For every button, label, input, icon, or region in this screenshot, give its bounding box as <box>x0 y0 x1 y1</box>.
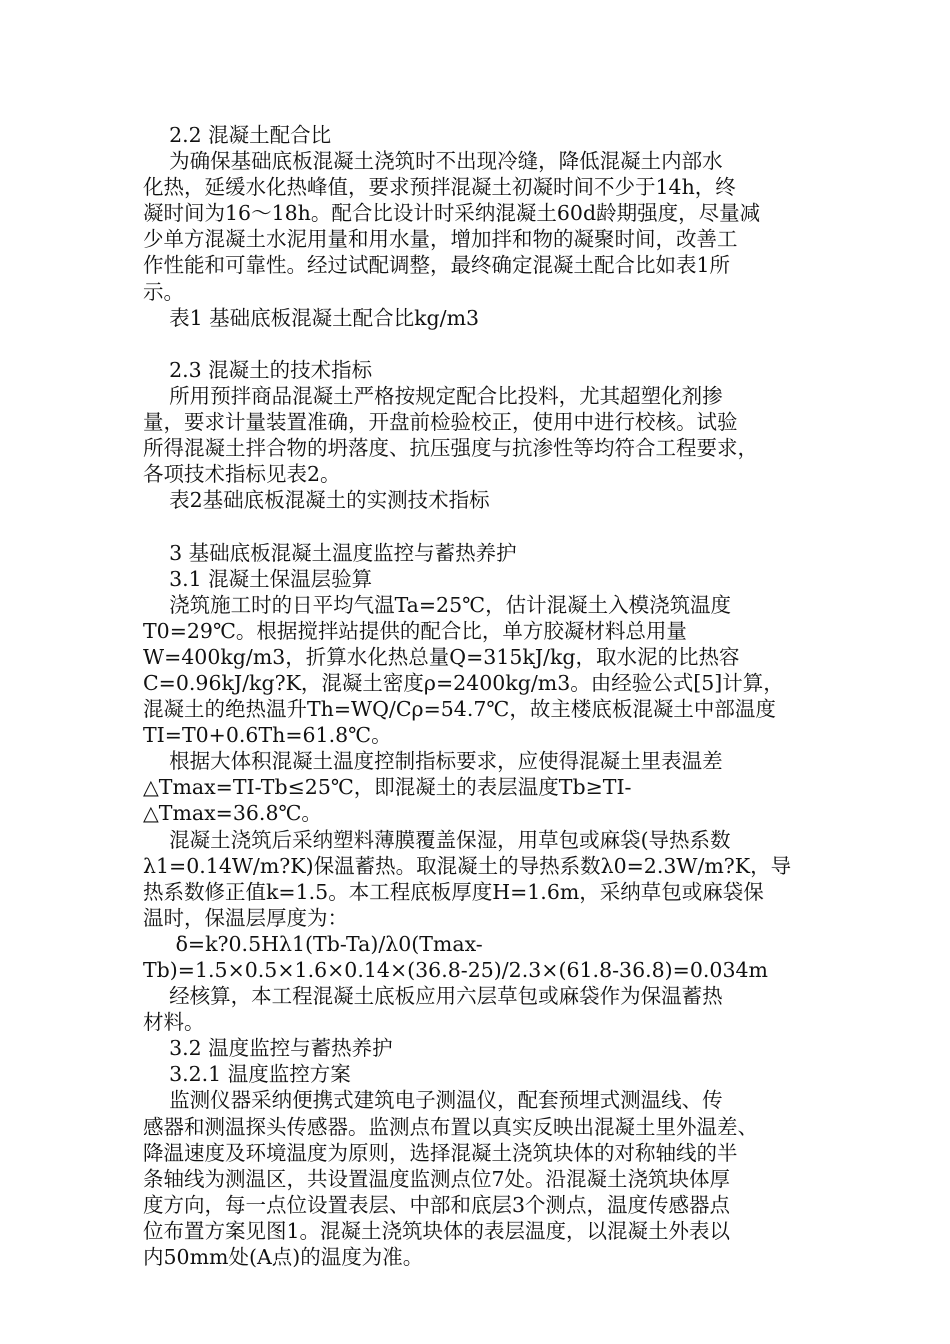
section-heading-3-2: 3.2 温度监控与蓄热养护 <box>143 1036 393 1061</box>
table-caption-1: 表1 基础底板混凝土配合比kg/m3 <box>143 305 480 330</box>
section-heading-3-2-1: 3.2.1 温度监控方案 <box>143 1062 351 1087</box>
paragraph-line: 浇筑施工时的日平均气温Ta=25℃，估计混凝土入模浇筑温度 <box>143 592 732 617</box>
section-heading-3: 3 基础底板混凝土温度监控与蓄热养护 <box>143 540 517 565</box>
section-heading-2-2: 2.2 混凝土配合比 <box>143 123 332 147</box>
section-heading-3-1: 3.1 混凝土保温层验算 <box>143 566 373 591</box>
paragraph-line: 少单方混凝土水泥用量和用水量，增加拌和物的凝聚时间，改善工 <box>143 227 738 252</box>
formula-line: Tb)=1.5×0.5×1.6×0.14×(36.8-25)/2.3×(61.8-36.8)=0.034m <box>143 958 768 982</box>
section-heading-2-3: 2.3 混凝土的技术指标 <box>143 357 373 382</box>
paragraph-line: 度方向，每一点位设置表层、中部和底层3个测点，温度传感器点 <box>143 1192 731 1217</box>
paragraph-line: 根据大体积混凝土温度控制指标要求，应使得混凝土里表温差 <box>143 749 723 774</box>
paragraph-line: 凝时间为16～18h。配合比设计时采纳混凝土60d龄期强度，尽量减 <box>143 201 761 226</box>
paragraph-line: 监测仪器采纳便携式建筑电子测温仪，配套预埋式测温线、传 <box>143 1088 723 1113</box>
paragraph-line: 为确保基础底板混凝土浇筑时不出现冷缝，降低混凝土内部水 <box>143 149 723 174</box>
paragraph-line: 作性能和可靠性。经过试配调整，最终确定混凝土配合比如表1所 <box>143 253 731 278</box>
paragraph-line: 条轴线为测温区，共设置温度监测点位7处。沿混凝土浇筑块体厚 <box>143 1166 731 1191</box>
blank-line <box>143 513 823 539</box>
paragraph-line: 混凝土浇筑后采纳塑料薄膜覆盖保湿，用草包或麻袋(导热系数 <box>143 827 731 852</box>
paragraph-line: 各项技术指标见表2。 <box>143 462 341 487</box>
formula-line: δ=k?0.5Hλ1(Tb-Ta)/λ0(Tmax- <box>143 931 483 956</box>
paragraph-line: △Tmax=36.8℃。 <box>143 801 322 826</box>
paragraph-line: 内50mm处(A点)的温度为准。 <box>143 1245 424 1270</box>
paragraph-line: 混凝土的绝热温升Th=WQ/Cρ=54.7℃，故主楼底板混凝土中部温度 <box>143 697 776 722</box>
paragraph-line: 热系数修正值k=1.5。本工程底板厚度H=1.6m，采纳草包或麻袋保 <box>143 879 764 904</box>
paragraph-line: 所得混凝土拌合物的坍落度、抗压强度与抗渗性等均符合工程要求， <box>143 436 758 461</box>
paragraph-line: T0=29℃。根据搅拌站提供的配合比，单方胶凝材料总用量 <box>143 618 687 643</box>
paragraph-line: 降温速度及环境温度为原则，选择混凝土浇筑块体的对称轴线的半 <box>143 1140 738 1165</box>
paragraph-line: 经核算，本工程混凝土底板应用六层草包或麻袋作为保温蓄热 <box>143 984 723 1009</box>
paragraph-line: 材料。 <box>143 1010 205 1035</box>
table-caption-2: 表2基础底板混凝土的实测技术指标 <box>143 488 490 513</box>
paragraph-line: λ1=0.14W/m?K)保温蓄热。取混凝土的导热系数λ0=2.3W/m?K，导 <box>143 853 792 878</box>
paragraph-line: TI=T0+0.6Th=61.8℃。 <box>143 723 392 748</box>
paragraph-line: 感器和测温探头传感器。监测点布置以真实反映出混凝土里外温差、 <box>143 1114 758 1139</box>
paragraph-line: 化热，延缓水化热峰值，要求预拌混凝土初凝时间不少于14h，终 <box>143 175 736 200</box>
paragraph-line: 位布置方案见图1。混凝土浇筑块体的表层温度，以混凝土外表以 <box>143 1218 731 1243</box>
paragraph-line: 温时，保温层厚度为： <box>143 905 348 930</box>
blank-line <box>143 331 823 357</box>
paragraph-line: 量，要求计量装置准确，开盘前检验校正，使用中进行校核。试验 <box>143 410 738 435</box>
paragraph-line: 示。 <box>143 279 184 304</box>
document-body <box>143 122 823 1270</box>
paragraph-line: △Tmax=TI-Tb≤25℃，即混凝土的表层温度Tb≥TI- <box>143 775 632 800</box>
paragraph-line: 所用预拌商品混凝土严格按规定配合比投料，尤其超塑化剂掺 <box>143 383 723 408</box>
paragraph-line: C=0.96kJ/kg?K，混凝土密度ρ=2400kg/m3。由经验公式[5]计算， <box>143 670 784 695</box>
paragraph-line: W=400kg/m3，折算水化热总量Q=315kJ/kg，取水泥的比热容 <box>143 644 740 669</box>
